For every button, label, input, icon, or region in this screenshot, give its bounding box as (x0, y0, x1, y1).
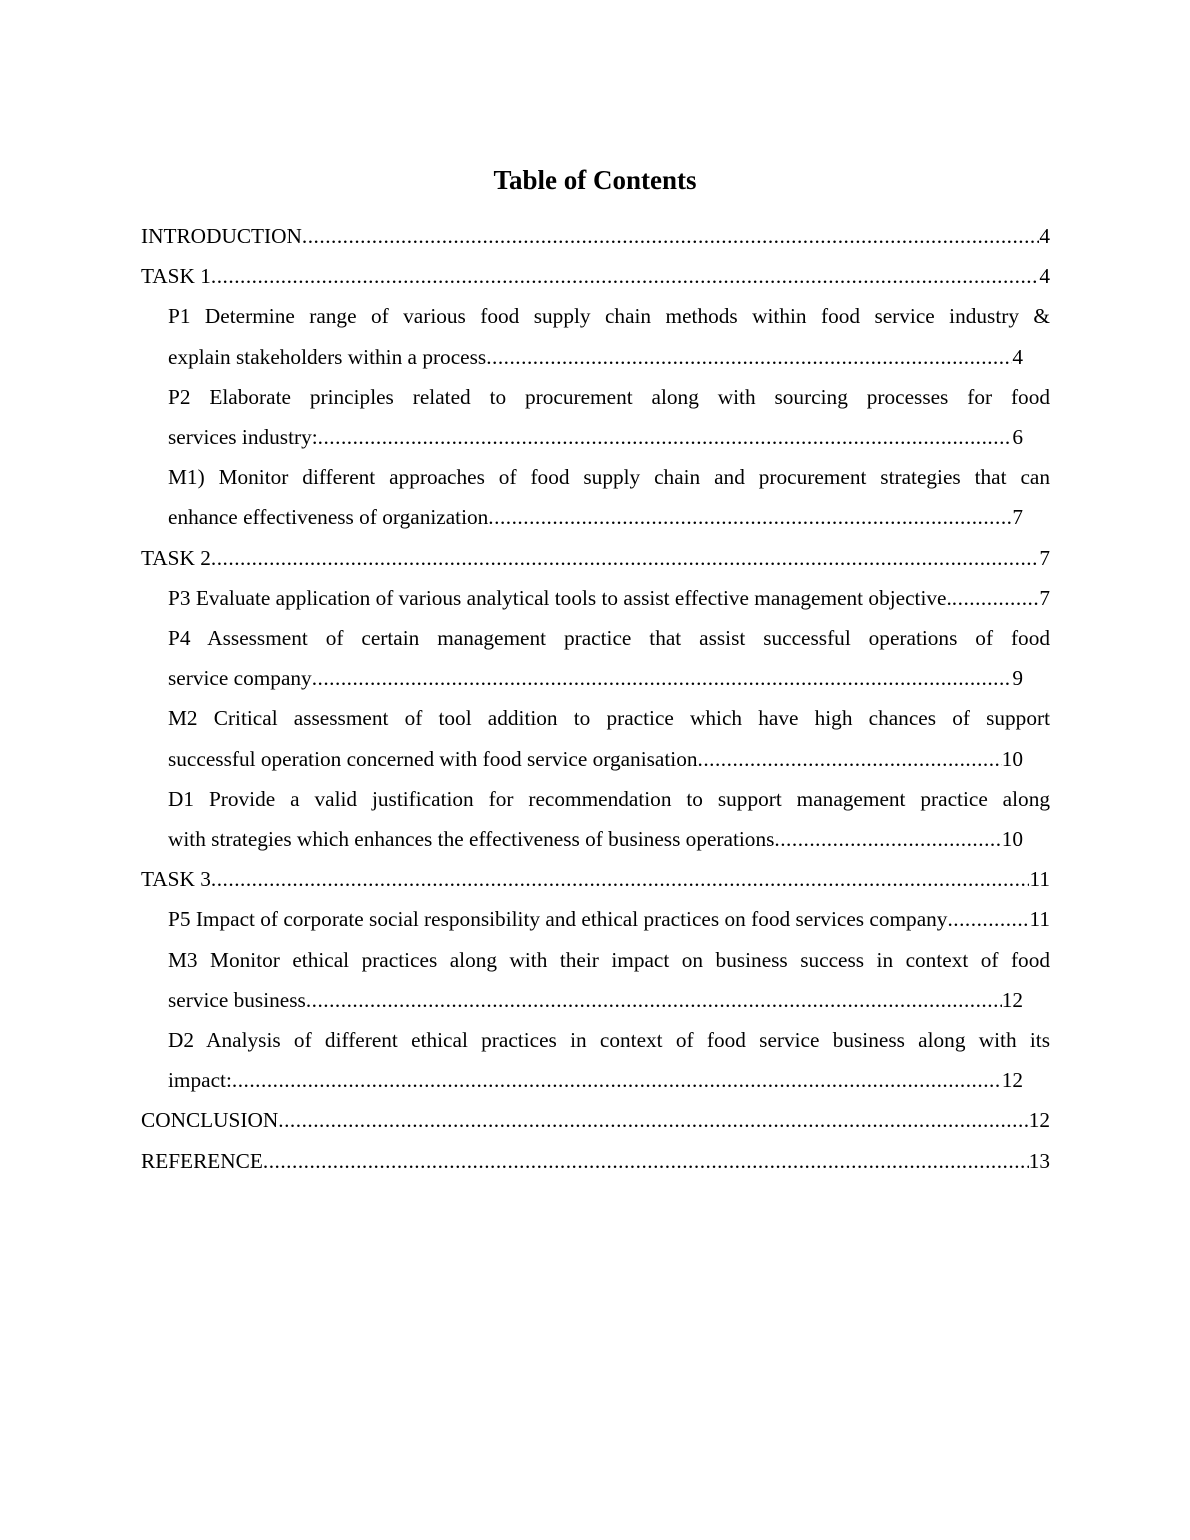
toc-entry-line (141, 1141, 1050, 1181)
dot-leader (486, 337, 1012, 377)
toc-entry[interactable] (141, 538, 1050, 578)
toc-entry-line (168, 899, 1050, 939)
toc-page-number: 12 (1028, 1108, 1050, 1133)
toc-entry[interactable] (141, 1020, 1050, 1100)
toc-entry-line (141, 538, 1050, 578)
toc-entry-text-line: P1 Determine range of various food supply chain methods within food service industry & (168, 304, 1050, 329)
toc-entry-title: service business (168, 987, 306, 1012)
toc-entry-text-line: D2 Analysis of different ethical practices in context of food service business along with its (168, 1028, 1050, 1053)
toc-entry[interactable] (141, 940, 1050, 1020)
toc-entry[interactable] (141, 618, 1050, 698)
toc-entry[interactable] (141, 296, 1050, 376)
table-of-contents (141, 216, 1050, 1181)
toc-entry-title: enhance effectiveness of organization (168, 505, 489, 530)
toc-entry-title: with strategies which enhances the effectiveness of business operations (168, 827, 775, 852)
toc-page-number: 13 (1028, 1148, 1050, 1173)
toc-entry-line (168, 578, 1050, 618)
toc-page-number: 10 (1001, 746, 1023, 771)
dot-leader (211, 538, 1039, 578)
dot-leader (211, 859, 1030, 899)
toc-entry-line (168, 658, 1050, 698)
toc-entry-title: TASK 3 (141, 867, 211, 892)
dot-leader (278, 1100, 1028, 1140)
toc-entry-title: impact: (168, 1068, 232, 1093)
toc-page-number: 6 (1012, 425, 1023, 450)
dot-leader (947, 899, 1029, 939)
toc-entry-line (168, 1060, 1050, 1100)
toc-entry-title: CONCLUSION (141, 1108, 279, 1133)
toc-entry-text-line: M2 Critical assessment of tool addition to practice which have high chances of support (168, 706, 1050, 731)
toc-entry[interactable] (141, 256, 1050, 296)
toc-entry-title: P5 Impact of corporate social responsibility and ethical practices on food services company (168, 907, 948, 932)
dot-leader (952, 578, 1040, 618)
toc-entry-text-line: M3 Monitor ethical practices along with their impact on business success in context of food (168, 947, 1050, 972)
dot-leader (232, 1060, 1002, 1100)
toc-entry-title: successful operation concerned with food service organisation (168, 746, 698, 771)
dot-leader (211, 256, 1039, 296)
dot-leader (306, 980, 1002, 1020)
toc-entry[interactable] (141, 859, 1050, 899)
toc-entry-line (168, 739, 1050, 779)
dot-leader (302, 216, 1039, 256)
toc-entry-line (168, 417, 1050, 457)
dot-leader (774, 819, 1001, 859)
dot-leader (698, 739, 1002, 779)
toc-entry-line (168, 819, 1050, 859)
toc-page-number: 11 (1029, 867, 1050, 892)
toc-page-number: 11 (1029, 907, 1050, 932)
toc-entry-line (168, 980, 1050, 1020)
toc-entry-line (141, 859, 1050, 899)
toc-entry-text-line: P2 Elaborate principles related to procurement along with sourcing processes for food (168, 384, 1050, 409)
toc-entry-title: services industry: (168, 425, 318, 450)
toc-entry-title: P3 Evaluate application of various analytical tools to assist effective management objective. (168, 585, 952, 610)
toc-page-number: 10 (1001, 827, 1023, 852)
toc-entry[interactable] (141, 216, 1050, 256)
dot-leader (318, 417, 1013, 457)
dot-leader (488, 497, 1012, 537)
toc-entry-line (141, 256, 1050, 296)
toc-entry[interactable] (141, 578, 1050, 618)
toc-entry-line (168, 337, 1050, 377)
toc-entry[interactable] (141, 1141, 1050, 1181)
toc-page-number: 4 (1039, 224, 1050, 248)
toc-entry[interactable] (141, 457, 1050, 537)
toc-entry-title: REFERENCE (141, 1148, 263, 1173)
toc-page-number: 12 (1001, 1068, 1023, 1093)
toc-entry[interactable] (141, 1100, 1050, 1140)
toc-page-number: 7 (1039, 545, 1050, 570)
toc-entry[interactable] (141, 779, 1050, 859)
toc-page-number: 9 (1012, 666, 1023, 691)
toc-entry-title: explain stakeholders within a process (168, 344, 487, 369)
toc-entry[interactable] (141, 377, 1050, 457)
toc-title: Table of Contents (493, 165, 697, 195)
toc-entry-title: TASK 2 (141, 545, 211, 570)
toc-entry[interactable] (141, 698, 1050, 778)
toc-page-number: 4 (1039, 264, 1050, 289)
toc-entry-text-line: D1 Provide a valid justification for recommendation to support management practice along (168, 786, 1050, 811)
toc-entry-text-line: P4 Assessment of certain management practice that assist successful operations of food (168, 626, 1050, 651)
toc-page-number: 7 (1012, 505, 1023, 530)
dot-leader (263, 1141, 1029, 1181)
toc-entry-line (141, 216, 1050, 256)
toc-entry-title: INTRODUCTION (141, 224, 302, 248)
toc-entry-title: TASK 1 (141, 264, 211, 289)
toc-entry-title: service company (168, 666, 312, 691)
toc-page-number: 7 (1039, 585, 1050, 610)
toc-entry-line (141, 1100, 1050, 1140)
toc-page-number: 4 (1012, 344, 1023, 369)
toc-page-number: 12 (1001, 987, 1023, 1012)
dot-leader (312, 658, 1013, 698)
toc-entry-line (168, 497, 1050, 537)
toc-entry[interactable] (141, 899, 1050, 939)
toc-entry-text-line: M1) Monitor different approaches of food supply chain and procurement strategies that can (168, 465, 1050, 490)
